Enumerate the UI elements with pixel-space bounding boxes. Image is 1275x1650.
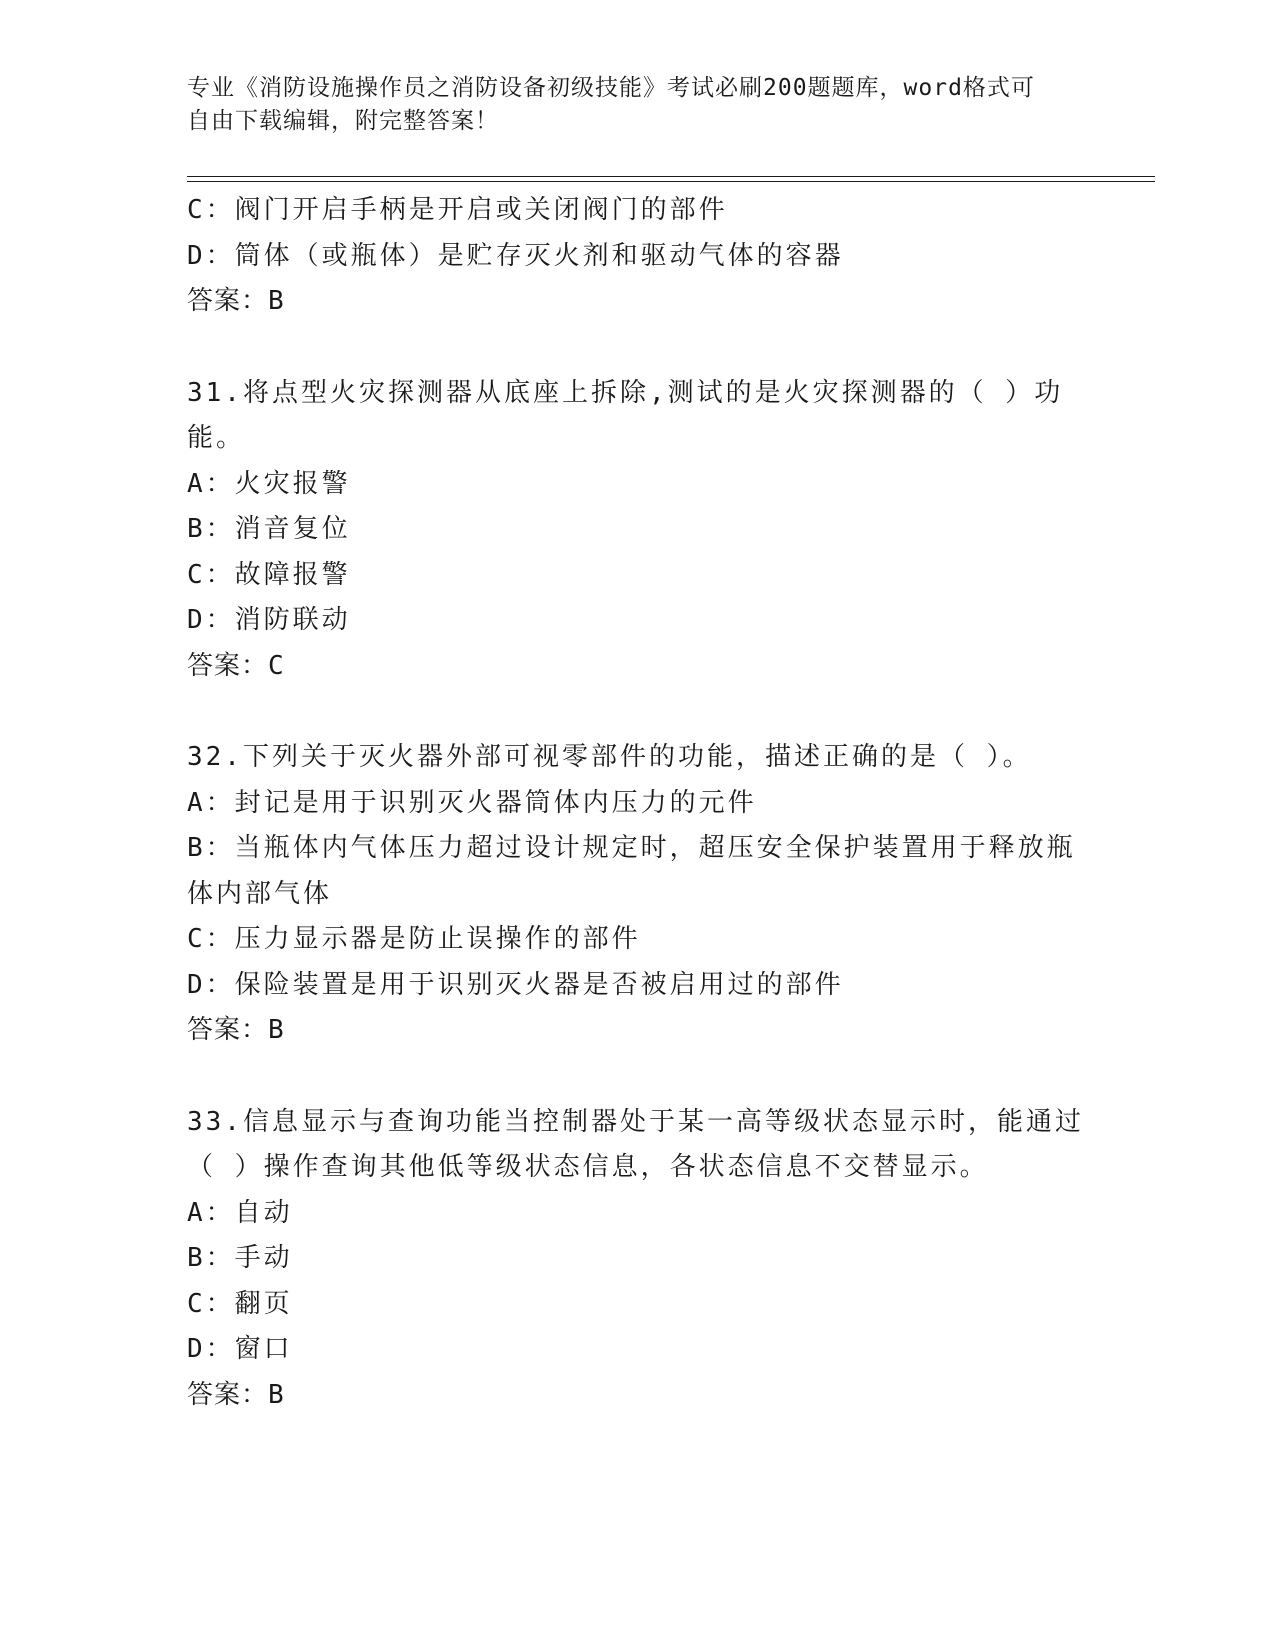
- answer-value: B: [268, 286, 285, 316]
- question-stem-line-2: 能。: [187, 423, 246, 453]
- answer: [187, 279, 1087, 325]
- option-d: D：窗口: [187, 1334, 293, 1364]
- answer-label: 答案：: [187, 650, 269, 681]
- spacer: [187, 689, 1087, 735]
- question-stem-line-2: （ ）操作查询其他低等级状态信息，各状态信息不交替显示。: [187, 1152, 989, 1182]
- answer-label: 答案：: [187, 1379, 269, 1410]
- option-c: C：阀门开启手柄是开启或关闭阀门的部件: [187, 195, 728, 225]
- option-d: D：筒体（或瓶体）是贮存灭火剂和驱动气体的容器: [187, 240, 844, 271]
- answer: [187, 644, 1087, 690]
- answer-label: 答案：: [187, 286, 269, 316]
- option-c: C：翻页: [187, 1288, 293, 1319]
- question-30-tail: [187, 188, 1087, 325]
- answer-value: C: [268, 650, 285, 681]
- question-32: [187, 735, 1087, 1054]
- option-c: C：压力显示器是防止误操作的部件: [187, 924, 641, 954]
- header-divider: [187, 176, 1155, 182]
- question-stem-line-1: 33.信息显示与查询功能当控制器处于某一高等级状态显示时，能通过: [187, 1106, 1084, 1137]
- question-31: [187, 371, 1087, 690]
- option-d: D：保险装置是用于识别灭火器是否被启用过的部件: [187, 969, 844, 1000]
- question-stem: 32.下列关于灭火器外部可视零部件的功能，描述正确的是（ ）。: [187, 742, 1032, 772]
- option-a: A：封记是用于识别灭火器筒体内压力的元件: [187, 787, 757, 818]
- question-stem-line-1: 31.将点型火灾探测器从底座上拆除,测试的是火灾探测器的（ ）功: [187, 377, 1064, 408]
- document-header: [187, 72, 1067, 138]
- option-b: B：手动: [187, 1243, 293, 1273]
- option-b-line-2: 体内部气体: [187, 878, 333, 909]
- option-b: B：消音复位: [187, 514, 351, 544]
- spacer: [187, 325, 1087, 371]
- option-c: C：故障报警: [187, 559, 351, 590]
- question-33: [187, 1100, 1087, 1419]
- header-title-line-1: 专业《消防设施操作员之消防设备初级技能》考试必刷200题题库，word格式可: [187, 75, 1035, 101]
- answer: [187, 1373, 1087, 1419]
- option-b-line-1: B：当瓶体内气体压力超过设计规定时，超压安全保护装置用于释放瓶: [187, 833, 1076, 863]
- option-d: D：消防联动: [187, 605, 351, 635]
- spacer: [187, 1054, 1087, 1100]
- answer: [187, 1008, 1087, 1054]
- option-a: A：自动: [187, 1197, 293, 1228]
- header-title-line-2: 自由下载编辑，附完整答案！: [187, 108, 499, 134]
- answer-label: 答案：: [187, 1015, 269, 1045]
- option-a: A：火灾报警: [187, 468, 351, 499]
- answer-value: B: [268, 1379, 285, 1410]
- question-list: [187, 188, 1087, 1418]
- answer-value: B: [268, 1015, 285, 1045]
